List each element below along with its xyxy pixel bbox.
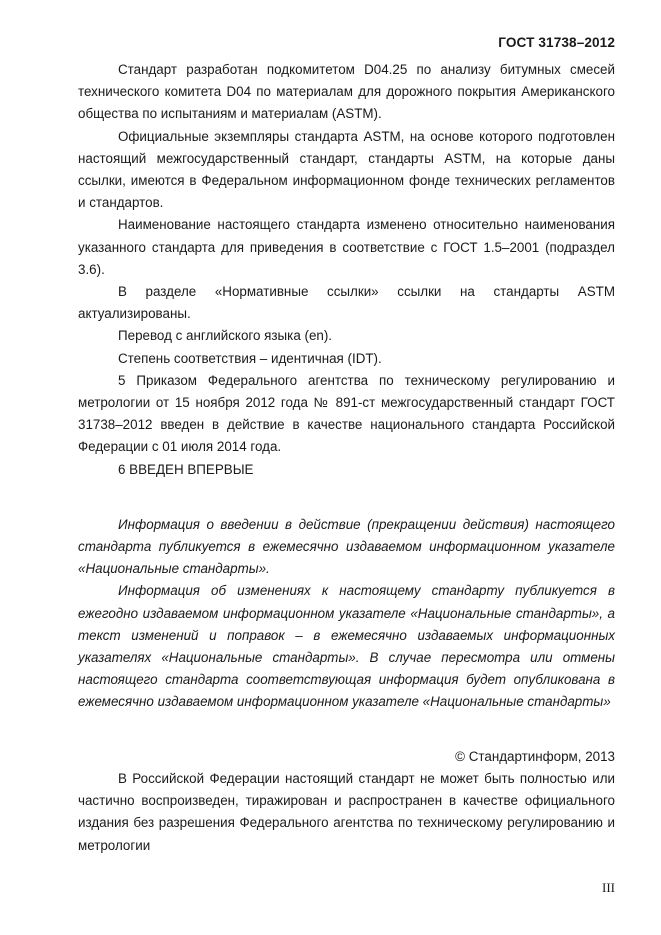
paragraph-order: 5 Приказом Федерального агентства по техническому регулированию и метрологии от 15 ноября 2012 года № 891-ст межгосударственный стандарт ГОСТ 31738–2012 введен в действие в качестве национального стандарта Российской Федерации с 01 июля 2014 года. (78, 372, 615, 455)
spacer (78, 481, 615, 514)
restriction-paragraph: В Российской Федерации настоящий стандарт не может быть полностью или частично воспроизведен, тиражирован и распространен в качестве официального издания без разрешения Федерального агентства по техническому регулированию и метрологии (78, 770, 615, 853)
spacer (78, 714, 615, 746)
info-note-introduction: Информация о введении в действие (прекращении действия) настоящего стандарта публикуется в ежемесячно издаваемом информационном указателе «Национальные стандарты». (78, 516, 615, 577)
page-number: III (602, 880, 615, 895)
document-page (78, 0, 615, 935)
document-body (78, 59, 615, 857)
info-note-changes: Информация об изменениях к настоящему стандарту публикуется в ежегодно издаваемом информационном указателе «Национальные стандарты», а текст изменений и поправок – в ежемесячно издаваемых информационных указателях «Национальные стандарты». В случае пересмотра или отмены настоящего стандарта соответствующая информация будет опубликована в ежемесячно издаваемом информационном указателе «Национальные стандарты» (78, 583, 615, 710)
standard-code-header: ГОСТ 31738–2012 (498, 35, 615, 50)
paragraph-developer: Стандарт разработан подкомитетом D04.25 по анализу битумных смесей технического комитета D04 по материалам для дорожного покрытия Американского общества по испытаниям и материалам (ASTM). (78, 62, 615, 122)
paragraph-name-change: Наименование настоящего стандарта изменено относительно наименования указанного стандарта для приведения в соответствие с ГОСТ 1.5–2001 (подраздел 3.6). (78, 217, 615, 277)
copyright-line: © Стандартинформ, 2013 (455, 748, 615, 764)
paragraph-normative-references: В разделе «Нормативные ссылки» ссылки на стандарты ASTM актуализированы. (78, 284, 615, 322)
paragraph-official-copies: Официальные экземпляры стандарта ASTM, на основе которого подготовлен настоящий межгосударственный стандарт, стандарты ASTM, на которые даны ссылки, имеются в Федеральном информационном фонде технических регламентов и стандартов. (78, 128, 615, 211)
paragraph-first-introduced: 6 ВВЕДЕН ВПЕРВЫЕ (118, 461, 254, 477)
paragraph-conformity: Степень соответствия – идентичная (IDT). (118, 350, 382, 366)
paragraph-translation: Перевод с английского языка (en). (118, 328, 333, 344)
